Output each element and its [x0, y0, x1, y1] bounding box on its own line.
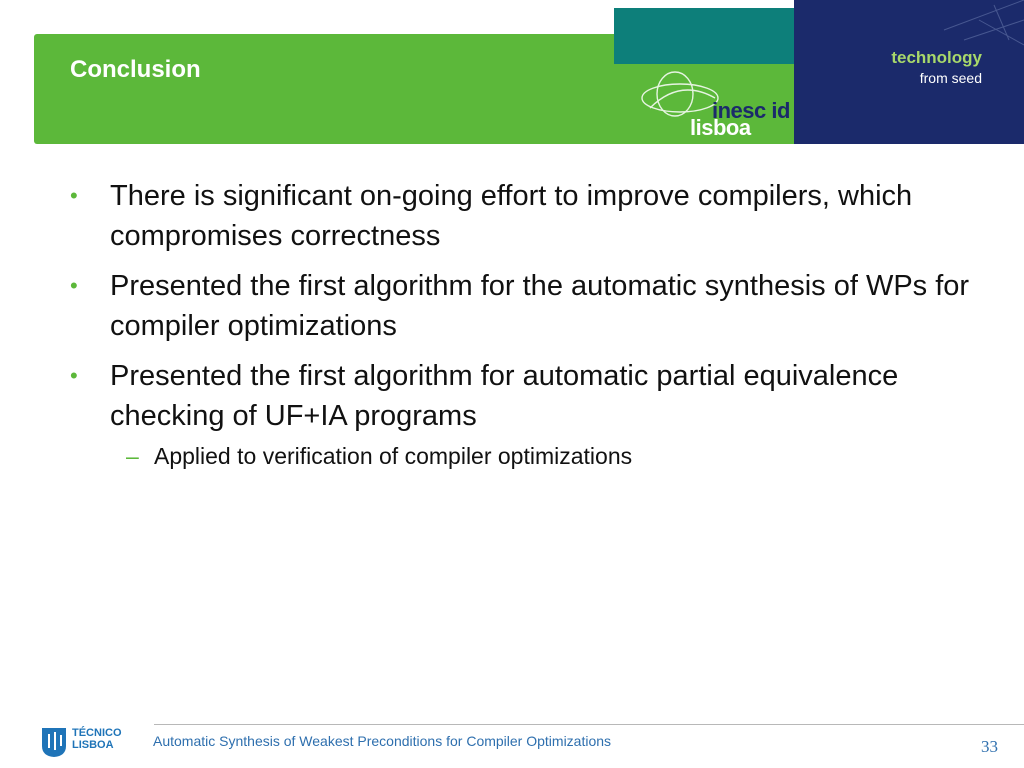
tagline-primary: technology: [891, 48, 982, 67]
sub-bullet-text: Applied to verification of compiler optimizations: [154, 443, 633, 469]
institution-line-2: LISBOA: [72, 739, 114, 751]
footer-divider: [154, 724, 1024, 725]
seed-graphic-icon: [794, 0, 1024, 144]
sub-bullet-marker: –: [126, 443, 139, 469]
footer-caption: Automatic Synthesis of Weakest Preconditions for Compiler Optimizations: [153, 733, 612, 749]
decorative-navy-block: [794, 0, 1024, 144]
page-number: 33: [981, 737, 998, 756]
bullet-text: Presented the first algorithm for automatic partial equivalence checking of UF+IA programs: [110, 360, 899, 432]
logo-text-lisboa: lisboa: [690, 115, 751, 140]
bullet-text: Presented the first algorithm for the automatic synthesis of WPs for compiler optimizations: [110, 270, 970, 342]
bullet-item: [70, 266, 1000, 346]
bullet-text: There is significant on-going effort to improve compilers, which compromises correctness: [110, 180, 913, 252]
sub-bullet-item: [70, 440, 1000, 472]
decorative-teal-block: [614, 8, 794, 64]
bullet-marker: •: [70, 363, 78, 388]
slide-title: Conclusion: [70, 56, 201, 83]
bullet-marker: •: [70, 183, 78, 208]
institution-name: [72, 727, 122, 751]
bullet-item: [70, 356, 1000, 436]
bullet-marker: •: [70, 273, 78, 298]
bullet-list: [70, 176, 1000, 472]
bullet-item: [70, 176, 1000, 256]
institution-line-1: TÉCNICO: [72, 727, 122, 739]
logo-text-inesc: inesc id: [712, 98, 790, 123]
tagline-secondary: from seed: [919, 70, 982, 86]
